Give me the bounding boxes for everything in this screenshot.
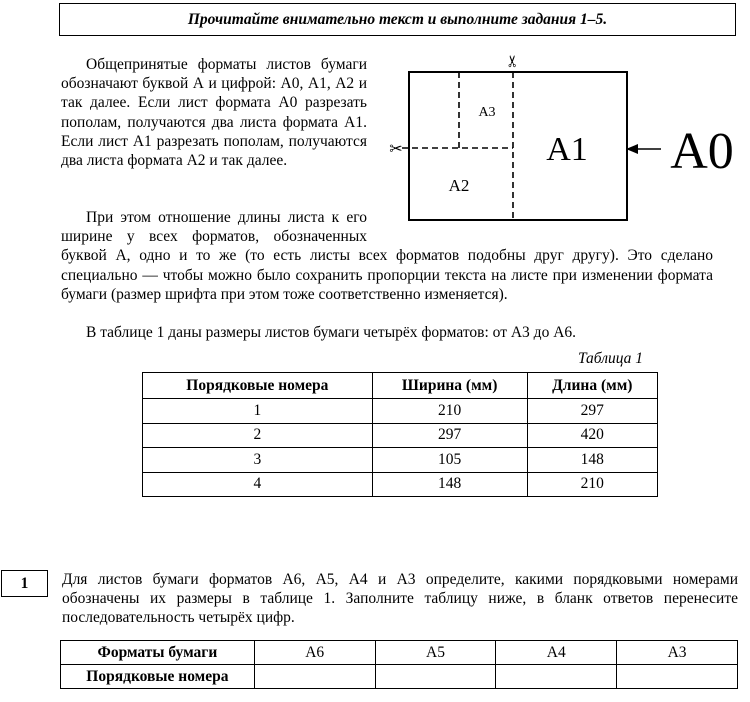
- format-a5: А5: [375, 641, 496, 665]
- answer-cell-a3[interactable]: [617, 665, 738, 689]
- task-number: 1: [20, 574, 29, 592]
- cell-width: 148: [372, 472, 527, 497]
- cell-width: 297: [372, 423, 527, 448]
- cell-number: 2: [143, 423, 373, 448]
- scissors-left-icon: ✂: [389, 141, 403, 158]
- answer-numbers-row: [61, 665, 738, 689]
- cell-number: 3: [143, 448, 373, 473]
- col-header-number: Порядковые номера: [143, 373, 373, 399]
- instruction-header-text: Прочитайте внимательно текст и выполните задания 1–5.: [187, 10, 608, 28]
- answer-cell-a5[interactable]: [375, 665, 496, 689]
- format-a3: А3: [617, 641, 738, 665]
- intro-paragraph-2-text: При этом отношение длины листа к его ширине у всех форматов, обозначенных буквой А, одно и то же (то есть листы всех форматов подобны друг другу). Это сделано специально — чтобы можно было сохранить пропорции текста на листе при изменении формата бумаги (размер шрифта при этом тоже соответственно изменяется).: [61, 209, 713, 303]
- col-header-width: Ширина (мм): [372, 373, 527, 399]
- formats-label: Форматы бумаги: [61, 641, 255, 665]
- answer-cell-a6[interactable]: [254, 665, 375, 689]
- task-number-box: [1, 570, 48, 597]
- cell-length: 148: [527, 448, 657, 473]
- format-a6: А6: [254, 641, 375, 665]
- format-a4: А4: [496, 641, 617, 665]
- label-a3: А3: [478, 105, 496, 120]
- label-a2: А2: [448, 176, 470, 195]
- table-row: [143, 399, 658, 424]
- sheet-a0-outline: [409, 72, 627, 220]
- label-a1: А1: [546, 131, 588, 168]
- task-1-text: Для листов бумаги форматов А6, А5, А4 и А3 определите, какими порядковыми номерами обозначены их размеры в таблице 1. Заполните таблицу ниже, в бланк ответов перенесите последовательность четырёх цифр.: [62, 571, 738, 627]
- answer-cell-a4[interactable]: [496, 665, 617, 689]
- figure-float-space: [367, 208, 713, 209]
- label-a0: А0: [670, 123, 734, 180]
- instruction-header: [59, 3, 736, 36]
- numbers-label: Порядковые номера: [61, 665, 255, 689]
- intro-paragraph-2: [61, 208, 713, 304]
- cell-width: 105: [372, 448, 527, 473]
- cell-length: 420: [527, 423, 657, 448]
- answer-table: [60, 640, 738, 689]
- scissors-top-icon: ✂: [505, 54, 522, 68]
- table-row: [143, 448, 658, 473]
- table-1-caption: Таблица 1: [578, 350, 644, 367]
- answer-formats-row: [61, 641, 738, 665]
- col-header-length: Длина (мм): [527, 373, 657, 399]
- table-row: [143, 472, 658, 497]
- intro-paragraph-3: В таблице 1 даны размеры листов бумаги четырёх форматов: от А3 до А6.: [86, 324, 577, 341]
- cell-number: 4: [143, 472, 373, 497]
- intro-paragraph-1: Общепринятые форматы листов бумаги обозначают буквой А и цифрой: А0, А1, А2 и так далее. Если лист формата А0 разрезать пополам, получаются два листа формата А1. Если лист А1 разрезать пополам, получаются два листа формата А2 и так далее.: [61, 56, 367, 170]
- sizes-table: [142, 372, 658, 497]
- paper-format-diagram: [386, 50, 738, 226]
- cell-length: 297: [527, 399, 657, 424]
- cell-width: 210: [372, 399, 527, 424]
- cell-length: 210: [527, 472, 657, 497]
- table-row: [143, 423, 658, 448]
- table-header-row: [143, 373, 658, 399]
- cell-number: 1: [143, 399, 373, 424]
